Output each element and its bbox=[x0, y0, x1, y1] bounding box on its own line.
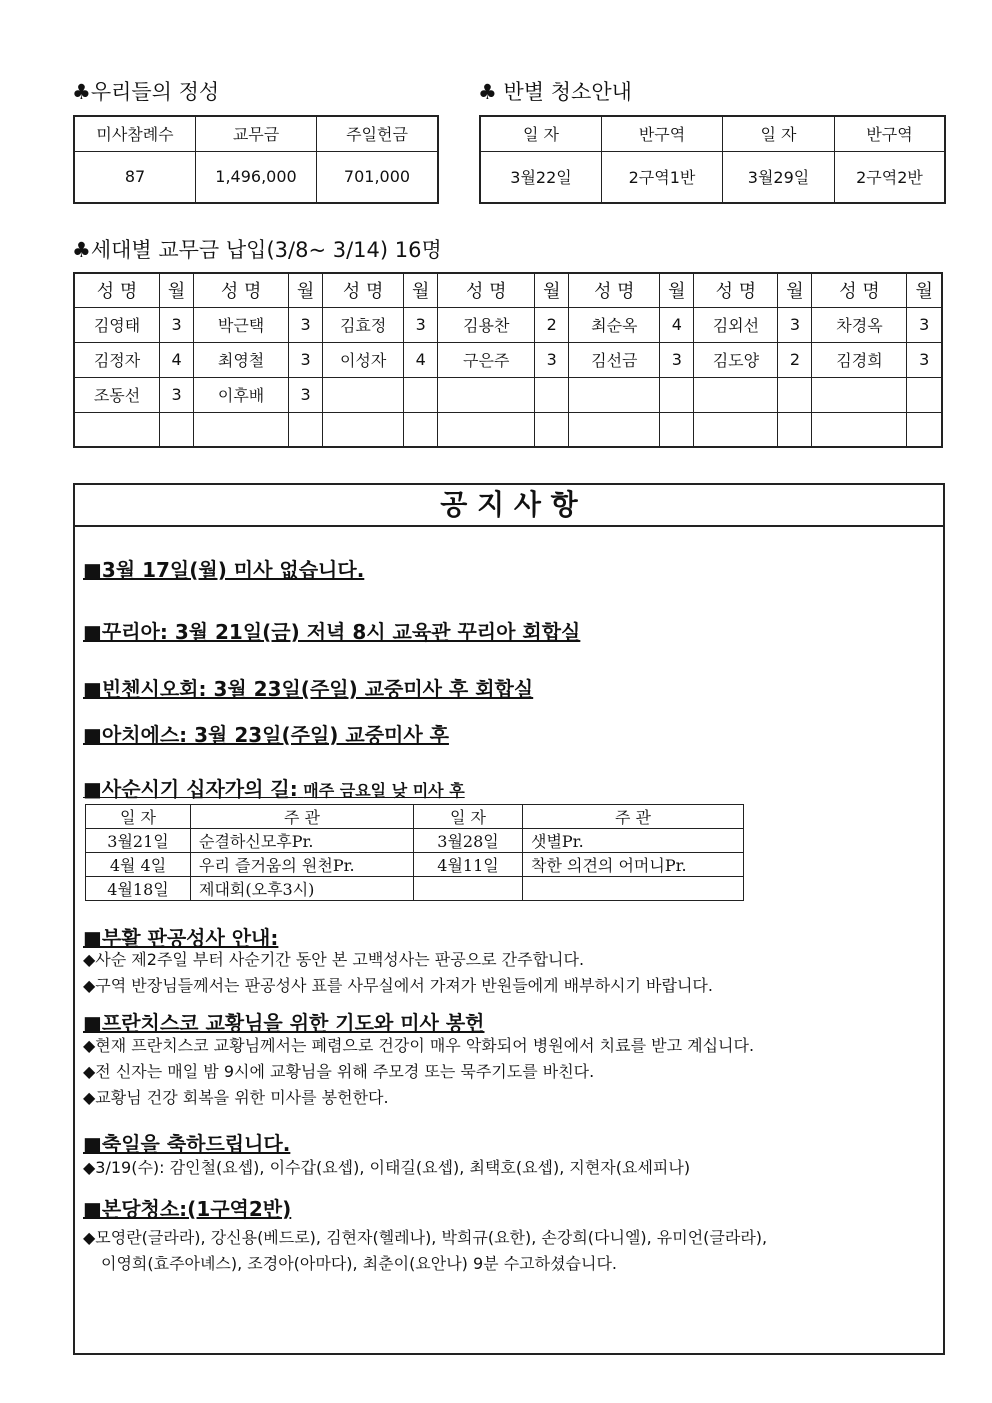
dues-header-name: 성 명 bbox=[694, 273, 778, 307]
dues-member-name bbox=[438, 412, 535, 447]
feast-heading: ■축일을 축하드립니다. bbox=[83, 1132, 291, 1156]
dues-member-month: 2 bbox=[535, 307, 569, 342]
offering-header: 교무금 bbox=[196, 116, 317, 151]
dues-header-month: 월 bbox=[404, 273, 438, 307]
dues-header-month: 월 bbox=[660, 273, 694, 307]
dues-member-month: 3 bbox=[778, 307, 812, 342]
dues-member-name: 구은주 bbox=[438, 342, 535, 377]
stations-date: 4월 4일 bbox=[86, 853, 191, 877]
offering-value: 1,496,000 bbox=[196, 151, 317, 203]
offering-title: ♣우리들의 정성 bbox=[72, 80, 220, 104]
dues-member-month bbox=[778, 412, 812, 447]
stations-host: 제대회(오후3시) bbox=[191, 877, 414, 901]
dues-member-name bbox=[323, 377, 404, 412]
dues-member-month: 3 bbox=[289, 377, 323, 412]
dues-member-month: 3 bbox=[907, 307, 942, 342]
dues-table bbox=[73, 272, 943, 448]
cleaning-value: 2구역2반 bbox=[835, 151, 946, 203]
cleaning-header: 반구역 bbox=[602, 116, 723, 151]
dues-header-month: 월 bbox=[160, 273, 194, 307]
dues-member-name bbox=[569, 412, 660, 447]
dues-member-month: 4 bbox=[404, 342, 438, 377]
cleaning-header: 반구역 bbox=[835, 116, 946, 151]
dues-member-month: 4 bbox=[160, 342, 194, 377]
dues-member-month bbox=[289, 412, 323, 447]
dues-member-month: 3 bbox=[535, 342, 569, 377]
stations-date: 4월18일 bbox=[86, 877, 191, 901]
dues-member-name bbox=[694, 412, 778, 447]
stations-host: 순결하신모후Pr. bbox=[191, 829, 414, 853]
dues-member-month bbox=[907, 412, 942, 447]
stations-date: 3월28일 bbox=[414, 829, 523, 853]
stations-host: 착한 의견의 어머니Pr. bbox=[523, 853, 744, 877]
cleaning-value: 3월22일 bbox=[480, 151, 602, 203]
dues-member-name bbox=[194, 412, 289, 447]
stations-host: 샛별Pr. bbox=[523, 829, 744, 853]
dues-member-name bbox=[812, 412, 907, 447]
dues-member-name bbox=[438, 377, 535, 412]
cleaning-title: ♣ 반별 청소안내 bbox=[478, 80, 632, 104]
dues-member-name: 김정자 bbox=[74, 342, 160, 377]
dues-header-name: 성 명 bbox=[812, 273, 907, 307]
offering-table bbox=[73, 115, 439, 204]
dues-member-name: 최영철 bbox=[194, 342, 289, 377]
stations-header: 일 자 bbox=[86, 805, 191, 829]
dues-header-name: 성 명 bbox=[438, 273, 535, 307]
cleaning-value: 3월29일 bbox=[723, 151, 835, 203]
stations-date bbox=[414, 877, 523, 901]
stations-table bbox=[85, 804, 744, 901]
dues-member-name: 김도양 bbox=[694, 342, 778, 377]
dues-member-name: 김선금 bbox=[569, 342, 660, 377]
dues-member-name: 박근택 bbox=[194, 307, 289, 342]
dues-header-month: 월 bbox=[289, 273, 323, 307]
notice-title: 공 지 사 항 bbox=[75, 485, 943, 527]
dues-member-month bbox=[660, 412, 694, 447]
dues-member-name: 최순옥 bbox=[569, 307, 660, 342]
offering-header: 주일헌금 bbox=[317, 116, 439, 151]
dues-header-name: 성 명 bbox=[569, 273, 660, 307]
dues-member-name: 김경희 bbox=[812, 342, 907, 377]
confession-heading: ■부활 판공성사 안내: bbox=[83, 926, 279, 950]
dues-member-month: 3 bbox=[160, 307, 194, 342]
dues-member-month bbox=[535, 377, 569, 412]
dues-member-name: 김용찬 bbox=[438, 307, 535, 342]
cleaning-table bbox=[479, 115, 946, 204]
dues-member-month: 3 bbox=[289, 342, 323, 377]
dues-header-month: 월 bbox=[535, 273, 569, 307]
church-cleaning-line: 이영희(효주아녜스), 조경아(아마다), 최춘이(요안나) 9분 수고하셨습니다. bbox=[101, 1254, 618, 1273]
confession-line: ◆사순 제2주일 부터 사순기간 동안 본 고백성사는 판공으로 간주합니다. bbox=[83, 950, 585, 969]
dues-member-month: 3 bbox=[160, 377, 194, 412]
dues-member-month: 2 bbox=[778, 342, 812, 377]
stations-date: 3월21일 bbox=[86, 829, 191, 853]
pope-line: ◆전 신자는 매일 밤 9시에 교황님을 위해 주모경 또는 묵주기도를 바친다. bbox=[83, 1062, 595, 1081]
offering-value: 87 bbox=[74, 151, 196, 203]
dues-member-month bbox=[160, 412, 194, 447]
dues-member-name bbox=[74, 412, 160, 447]
dues-member-name bbox=[323, 412, 404, 447]
notice-item-curia: ■꾸리아: 3월 21일(금) 저녁 8시 교육관 꾸리아 회합실 bbox=[83, 620, 581, 644]
dues-member-name: 이성자 bbox=[323, 342, 404, 377]
stations-host bbox=[523, 877, 744, 901]
dues-member-month: 3 bbox=[404, 307, 438, 342]
notice-item-vincent: ■빈첸시오회: 3월 23일(주일) 교중미사 후 회합실 bbox=[83, 677, 534, 701]
stations-heading bbox=[83, 773, 465, 802]
dues-member-name: 김효정 bbox=[323, 307, 404, 342]
dues-member-month bbox=[778, 377, 812, 412]
church-cleaning-heading: ■본당청소:(1구역2반) bbox=[83, 1197, 292, 1221]
notice-item-acies: ■아치에스: 3월 23일(주일) 교중미사 후 bbox=[83, 723, 449, 747]
stations-sub: 매주 금요일 낮 미사 후 bbox=[303, 781, 465, 800]
dues-member-month bbox=[660, 377, 694, 412]
stations-head: ■사순시기 십자가의 길: bbox=[83, 777, 298, 801]
stations-header: 일 자 bbox=[414, 805, 523, 829]
dues-header-month: 월 bbox=[907, 273, 942, 307]
dues-member-month: 3 bbox=[660, 342, 694, 377]
stations-host: 우리 즐거움의 원천Pr. bbox=[191, 853, 414, 877]
dues-member-name: 이후배 bbox=[194, 377, 289, 412]
dues-member-month bbox=[404, 412, 438, 447]
dues-header-month: 월 bbox=[778, 273, 812, 307]
confession-line: ◆구역 반장님들께서는 판공성사 표를 사무실에서 가져가 반원들에게 배부하시기 바랍니다. bbox=[83, 976, 713, 995]
dues-member-month bbox=[535, 412, 569, 447]
dues-member-month: 4 bbox=[660, 307, 694, 342]
dues-member-month: 3 bbox=[289, 307, 323, 342]
feast-line: ◆3/19(수): 감인철(요셉), 이수갑(요셉), 이태길(요셉), 최택호(요셉), 지현자(요세피나) bbox=[83, 1158, 691, 1177]
dues-member-name: 조동선 bbox=[74, 377, 160, 412]
dues-member-month bbox=[907, 377, 942, 412]
stations-header: 주 관 bbox=[523, 805, 744, 829]
dues-member-month bbox=[404, 377, 438, 412]
dues-member-name bbox=[569, 377, 660, 412]
cleaning-value: 2구역1반 bbox=[602, 151, 723, 203]
pope-line: ◆교황님 건강 회복을 위한 미사를 봉헌한다. bbox=[83, 1088, 389, 1107]
dues-header-name: 성 명 bbox=[194, 273, 289, 307]
dues-title: ♣세대별 교무금 납입(3/8~ 3/14) 16명 bbox=[72, 238, 442, 262]
dues-header-name: 성 명 bbox=[323, 273, 404, 307]
cleaning-header: 일 자 bbox=[723, 116, 835, 151]
dues-header-name: 성 명 bbox=[74, 273, 160, 307]
offering-value: 701,000 bbox=[317, 151, 439, 203]
offering-header: 미사참례수 bbox=[74, 116, 196, 151]
pope-line: ◆현재 프란치스코 교황님께서는 폐렴으로 건강이 매우 악화되어 병원에서 치료를 받고 계십니다. bbox=[83, 1036, 755, 1055]
dues-member-name: 김영태 bbox=[74, 307, 160, 342]
dues-member-month: 3 bbox=[907, 342, 942, 377]
dues-member-name: 김외선 bbox=[694, 307, 778, 342]
dues-member-name bbox=[812, 377, 907, 412]
dues-member-name bbox=[694, 377, 778, 412]
stations-header: 주 관 bbox=[191, 805, 414, 829]
cleaning-header: 일 자 bbox=[480, 116, 602, 151]
pope-heading: ■프란치스코 교황님을 위한 기도와 미사 봉헌 bbox=[83, 1011, 485, 1035]
church-cleaning-line: ◆모영란(글라라), 강신용(베드로), 김현자(헬레나), 박희규(요한), 손강희(다니엘), 유미언(글라라), bbox=[83, 1228, 768, 1247]
stations-date: 4월11일 bbox=[414, 853, 523, 877]
notice-item-mass: ■3월 17일(월) 미사 없습니다. bbox=[83, 558, 365, 582]
dues-member-name: 차경옥 bbox=[812, 307, 907, 342]
